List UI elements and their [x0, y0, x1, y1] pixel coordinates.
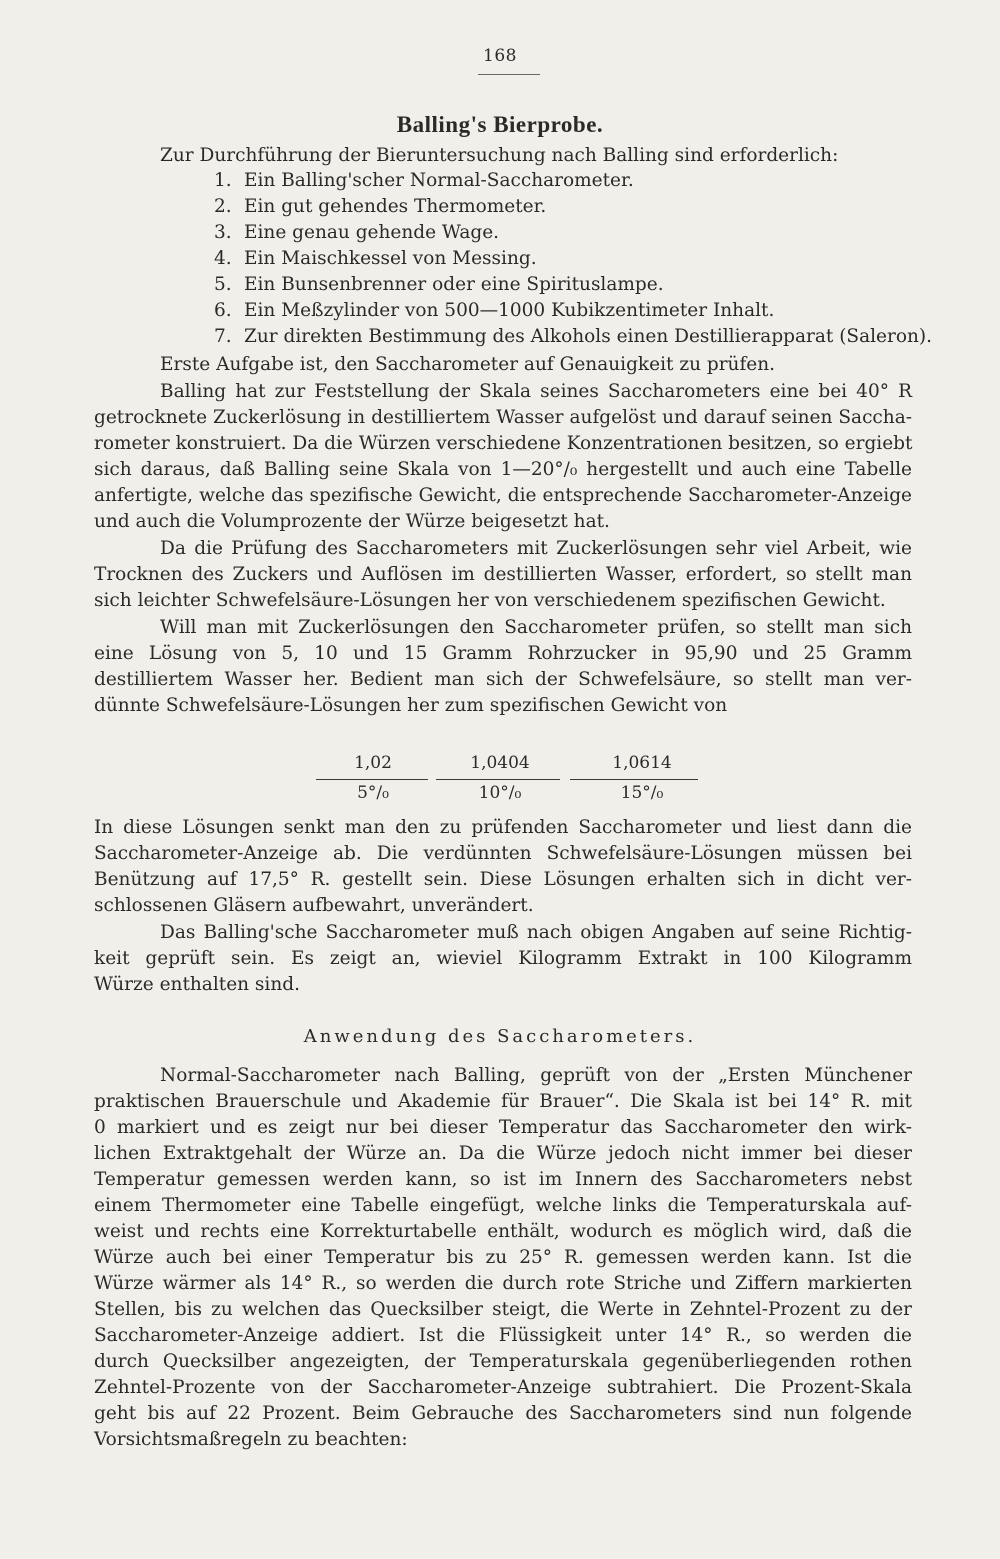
paragraph-line: Würze auch bei einer Temperatur bis zu 25° R. gemessen werden kann. Ist die — [94, 1247, 912, 1268]
paragraph-line: Würze wärmer als 14° R., so werden die durch rote Striche und Ziffern markierten — [94, 1273, 912, 1294]
paragraph-line: Stellen, bis zu welchen das Quecksilber steigt, die Werte in Zehntel-Prozent zu der — [94, 1299, 912, 1320]
paragraph-line: getrocknete Zuckerlösung in destilliertem Wasser aufgelöst und darauf seinen Saccha- — [94, 407, 912, 428]
fraction-denominator: 15°/₀ — [620, 783, 664, 803]
list-item: Eine genau gehende Wage. — [244, 222, 500, 243]
paragraph-line: Da die Prüfung des Saccharometers mit Zuckerlösungen sehr viel Arbeit, wie — [160, 538, 912, 559]
paragraph-line: Normal-Saccharometer nach Balling, geprüft von der „Ersten Münchener — [160, 1065, 912, 1086]
paragraph-line: schlossenen Gläsern aufbewahrt, unverändert. — [94, 895, 534, 916]
paragraph-line: Trocknen des Zuckers und Auflösen im destillierten Wasser, erfordert, so stellt man — [94, 564, 912, 585]
paragraph-line: Vorsichtsmaßregeln zu beachten: — [94, 1429, 408, 1450]
paragraph-line: Saccharometer-Anzeige ab. Die verdünnten Schwefelsäure-Lösungen müssen bei — [94, 843, 912, 864]
list-number: 7. — [214, 326, 232, 347]
fraction-denominator: 5°/₀ — [357, 783, 389, 803]
fraction-bar — [316, 779, 428, 780]
list-number: 3. — [214, 222, 232, 243]
paragraph-line: einem Thermometer eine Tabelle eingefügt, welche links die Temperaturskala auf- — [94, 1195, 912, 1216]
paragraph-line: geht bis auf 22 Prozent. Beim Gebrauche des Saccharometers sind nun folgende — [94, 1403, 912, 1424]
fraction-numerator: 1,0614 — [612, 753, 672, 773]
page-number: 168 — [483, 46, 517, 66]
paragraph-line: eine Lösung von 5, 10 und 15 Gramm Rohrzucker in 95,90 und 25 Gramm — [94, 643, 912, 664]
fraction-denominator: 10°/₀ — [478, 783, 522, 803]
list-item: Ein Balling'scher Normal-Saccharometer. — [244, 170, 634, 191]
paragraph-line: In diese Lösungen senkt man den zu prüfenden Saccharometer und liest dann die — [94, 817, 912, 838]
paragraph-line: Temperatur gemessen werden kann, so ist im Innern des Saccharometers nebst — [94, 1169, 912, 1190]
fraction-bar — [570, 779, 698, 780]
list-number: 6. — [214, 300, 232, 321]
paragraph-line: Balling hat zur Feststellung der Skala seines Saccharometers eine bei 40° R — [160, 381, 912, 402]
list-number: 1. — [214, 170, 232, 191]
paragraph-line: destilliertem Wasser her. Bedient man sich der Schwefelsäure, so stellt man ver- — [94, 669, 912, 690]
paragraph-line: Würze enthalten sind. — [94, 974, 300, 995]
list-number: 5. — [214, 274, 232, 295]
paragraph-line: Das Balling'sche Saccharometer muß nach obigen Angaben auf seine Richtig- — [160, 922, 912, 943]
fraction-bar — [436, 779, 560, 780]
paragraph-line: Erste Aufgabe ist, den Saccharometer auf Genauigkeit zu prüfen. — [160, 354, 776, 375]
paragraph-line: Benützung auf 17,5° R. gestellt sein. Diese Lösungen erhalten sich in dicht ver- — [94, 869, 912, 890]
section-subtitle: Anwendung des Saccharometers. — [303, 1026, 697, 1047]
paragraph-line: weist und rechts eine Korrekturtabelle enthält, wodurch es möglich wird, daß die — [94, 1221, 912, 1242]
page-title: Balling's Bierprobe. — [396, 112, 604, 137]
paragraph-line: sich leichter Schwefelsäure-Lösungen her von verschiedenem spezifischen Gewicht. — [94, 590, 886, 611]
fraction-numerator: 1,0404 — [470, 753, 530, 773]
paragraph-line: und auch die Volumprozente der Würze beigesetzt hat. — [94, 511, 610, 532]
list-number: 4. — [214, 248, 232, 269]
paragraph-line: rometer konstruiert. Da die Würzen verschiedene Konzentrationen besitzen, so ergiebt — [94, 433, 913, 454]
paragraph-line: keit geprüft sein. Es zeigt an, wieviel Kilogramm Extrakt in 100 Kilogramm — [94, 948, 912, 969]
paragraph-line: praktischen Brauerschule und Akademie für Brauer“. Die Skala ist bei 14° R. mit — [94, 1091, 912, 1112]
list-item: Ein Meßzylinder von 500—1000 Kubikzentimeter Inhalt. — [244, 300, 775, 321]
paragraph-line: durch Quecksilber angezeigten, der Temperaturskala gegenüberliegenden rothen — [94, 1351, 912, 1372]
list-number: 2. — [214, 196, 232, 217]
list-item: Ein Maischkessel von Messing. — [244, 248, 537, 269]
paragraph-line: Will man mit Zuckerlösungen den Saccharometer prüfen, so stellt man sich — [160, 617, 912, 638]
fraction-numerator: 1,02 — [354, 753, 392, 773]
paragraph-line: dünnte Schwefelsäure-Lösungen her zum spezifischen Gewicht von — [94, 695, 728, 716]
paragraph-line: anfertigte, welche das spezifische Gewicht, die entsprechende Saccharometer-Anzeige — [94, 485, 912, 506]
paragraph-line: 0 markiert und es zeigt nur bei dieser Temperatur das Saccharometer den wirk- — [94, 1117, 912, 1138]
list-item: Zur direkten Bestimmung des Alkohols einen Destillierapparat (Saleron). — [244, 326, 932, 347]
list-item: Ein gut gehendes Thermometer. — [244, 196, 547, 217]
paragraph-line: Zehntel-Prozente von der Saccharometer-Anzeige subtrahiert. Die Prozent-Skala — [94, 1377, 912, 1398]
paragraph-line: lichen Extraktgehalt der Würze an. Da die Würze jedoch nicht immer bei dieser — [94, 1143, 912, 1164]
page-number-rule — [478, 74, 540, 75]
list-item: Ein Bunsenbrenner oder eine Spirituslampe. — [244, 274, 664, 295]
paragraph-line: sich daraus, daß Balling seine Skala von 1—20°/₀ hergestellt und auch eine Tabelle — [94, 459, 912, 480]
intro-line: Zur Durchführung der Bieruntersuchung nach Balling sind erforderlich: — [160, 145, 839, 166]
paragraph-line: Saccharometer-Anzeige addiert. Ist die Flüssigkeit unter 14° R., so werden die — [94, 1325, 912, 1346]
